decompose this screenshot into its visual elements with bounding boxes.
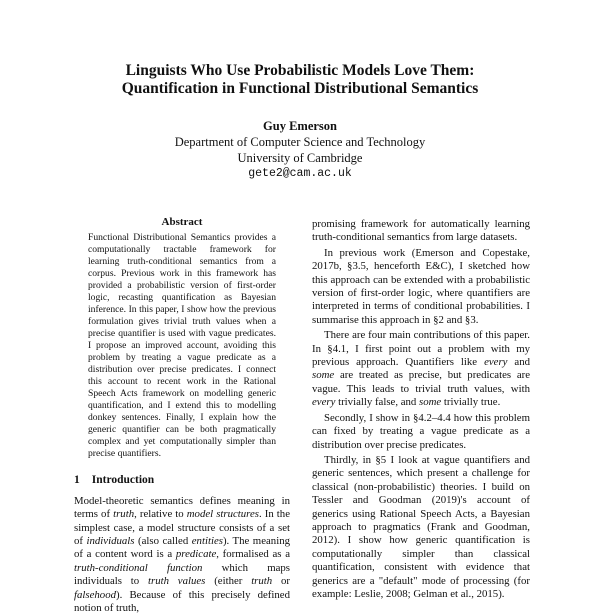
section-heading-introduction (74, 474, 290, 486)
title-line-1: Linguists Who Use Probabilistic Models Love Them: (125, 62, 475, 79)
right-paragraph-0: promising framework for automatically learning truth-conditional semantics from large datasets. (312, 218, 530, 244)
intro-term-individuals: individuals (86, 535, 135, 548)
abstract-heading: Abstract (161, 216, 203, 228)
intro-text-run: (either (205, 575, 252, 588)
intro-text-run: ). Because of this precisely defined notion of truth, (74, 588, 290, 615)
right-paragraph-1: In previous work (Emerson and Copestake, 2017b, §3.5, henceforth E&C), I sketched how this approach can be extended with a probabilistic version of first-order logic, where quantifiers are interpreted in terms of conditional probabilities. I summarise this approach in §2 and §3. (312, 246, 530, 326)
intro-text-run: , formalised as a (216, 548, 290, 561)
intro-term-truth-conditional-function: truth-conditional function (74, 561, 203, 574)
contrib-text-run: and (507, 356, 530, 369)
term-every-2: every (312, 396, 336, 409)
right-paragraph-3: Secondly, I show in §4.2–4.4 how this problem can fixed by treating a vague predicate as a distribution over precise predicates. (312, 411, 530, 451)
intro-text-run: . In the simplest case, a model structure consists of a set of (74, 508, 290, 548)
intro-text-run: or (272, 575, 290, 588)
section-title: Introduction (91, 474, 155, 487)
intro-term-truth-2: truth (251, 575, 273, 588)
intro-term-entities: entities (191, 535, 223, 548)
abstract-text: Functional Distributional Semantics provides a computationally tractable framework for learning truth-conditional semantics from a corpus. Previous work in this framework has provided a probabilistic version of first-order logic, recasting quantification as Bayesian inference. In this paper, I show how the previous formulation gives trivial truth values when a precise quantifier is used with vague predicates. I propose an improved account, avoiding this problem by treating a vague predicate as a distribution over precise predicates. I connect this account to recent work in the Rational Speech Acts framework on modelling generic quantification, and I extend this to modelling donkey sentences. Finally, I explain how the generic quantifier can be both pragmatically complex and yet computationally simpler than precise quantifiers. (88, 232, 276, 460)
intro-term-predicate: predicate (175, 548, 217, 561)
contrib-text-run: There are four main contributions of this paper. In §4.1, I first point out a problem with my previous approach. Quantifiers like (312, 329, 530, 369)
title-line-2: Quantification in Functional Distributional Semantics (121, 80, 479, 97)
intro-term-truth-values: truth values (148, 575, 206, 588)
intro-term-falsehood: falsehood (74, 588, 116, 601)
left-column (74, 216, 290, 615)
right-paragraph-2 (312, 329, 530, 409)
term-some-2: some (419, 396, 442, 409)
intro-text-run: ). The meaning of a content word is a (74, 535, 290, 561)
contrib-text-run: are treated as precise, but predicates are vague. This leads to trivial truth values, with (312, 369, 530, 395)
intro-text-run: Model-theoretic semantics defines meaning in terms of (74, 494, 290, 521)
contrib-text-run: trivially true. (441, 396, 501, 409)
intro-term-truth: truth (113, 508, 135, 521)
right-column (312, 218, 530, 601)
paper-title (0, 62, 600, 98)
term-some: some (312, 369, 335, 382)
affiliation-university: University of Cambridge (237, 151, 363, 165)
intro-text-run: (also called (134, 535, 192, 548)
contrib-text-run: trivially false, and (335, 396, 420, 409)
author-name: Guy Emerson (263, 119, 337, 133)
affiliation-department: Department of Computer Science and Technology (174, 135, 426, 149)
intro-text-run: which maps individuals to (74, 561, 290, 588)
author-block (0, 118, 600, 182)
section-number: 1 (74, 474, 80, 487)
intro-term-model-structures: model structures (186, 508, 259, 521)
term-every: every (484, 356, 508, 369)
intro-text-run: , relative to (134, 508, 187, 521)
intro-paragraph (74, 495, 290, 615)
right-paragraph-4: Thirdly, in §5 I look at vague quantifiers and generic sentences, which present a challenge for classical (non-probabilistic) theories. I build on Tessler and Goodman (2019)'s account of generics using Rational Speech Acts, a Bayesian approach to pragmatics (Frank and Goodman, 2012). I show how generic quantification is computationally simpler than classical quantification, consistent with evidence that generics are a "default" mode of processing (for example: Leslie, 2008; Gelman et al., 2015). (312, 453, 530, 600)
author-email[interactable]: gete2@cam.ac.uk (248, 167, 352, 180)
